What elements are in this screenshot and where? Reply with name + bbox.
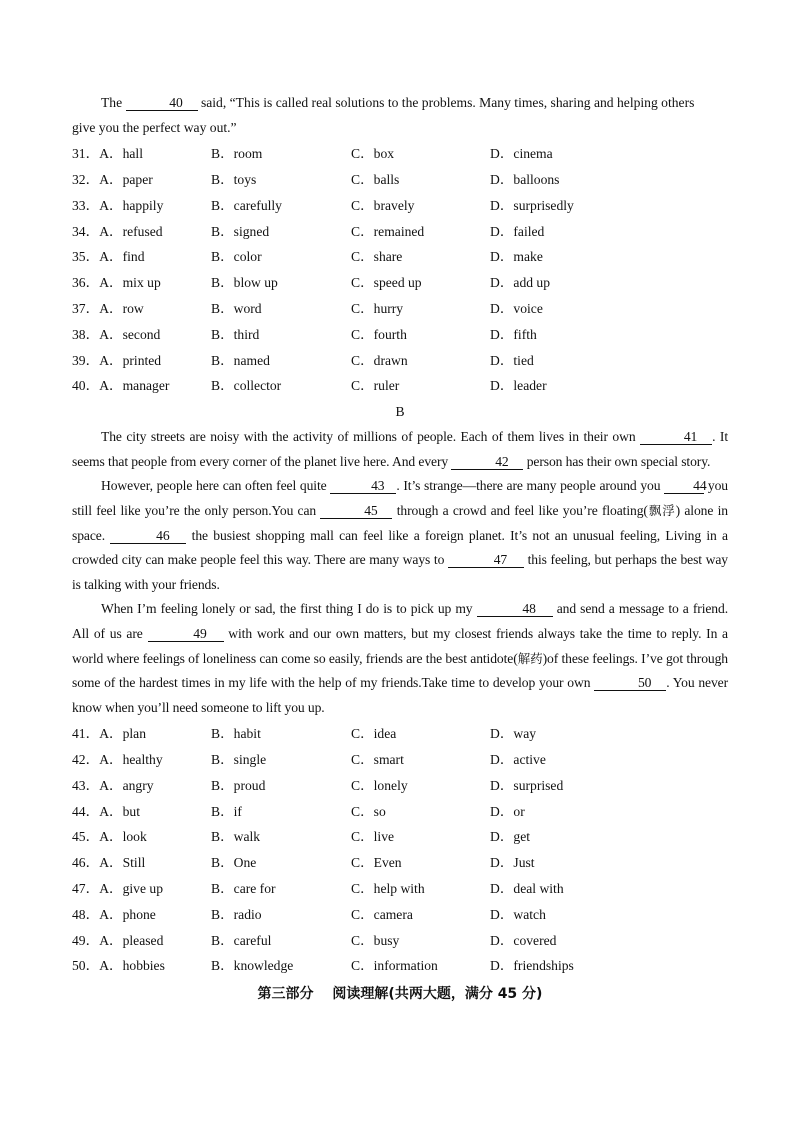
option-c[interactable]: C．smart <box>351 752 404 768</box>
option-a[interactable]: A．refused <box>99 223 163 239</box>
question-number: 49． <box>72 932 100 948</box>
option-d[interactable]: D．Just <box>490 855 535 871</box>
option-d[interactable]: D．cinema <box>490 146 553 162</box>
text: However, people here can often feel quite <box>101 478 331 494</box>
question-row-39 <box>72 348 728 374</box>
option-a[interactable]: A．mix up <box>99 275 161 291</box>
option-a[interactable]: A．happily <box>99 197 164 213</box>
option-b[interactable]: B．signed <box>211 223 270 239</box>
question-row-37 <box>72 296 728 322</box>
option-d[interactable]: D．surprisedly <box>490 197 574 213</box>
option-d[interactable]: D．failed <box>490 223 545 239</box>
question-row-46 <box>72 850 728 876</box>
question-row-50 <box>72 953 728 979</box>
question-row-33 <box>72 193 728 219</box>
option-c[interactable]: C．share <box>351 249 403 265</box>
question-row-45 <box>72 824 728 850</box>
text: The city streets are noisy with the activity of millions of people. Each of them lives in their own <box>101 429 641 445</box>
text: through a crowd and feel like you’re floating( <box>392 502 648 518</box>
text: ) alone in space. <box>72 502 728 543</box>
question-number: 40． <box>72 378 100 394</box>
option-c[interactable]: C．hurry <box>351 300 404 316</box>
option-c[interactable]: C．Even <box>351 855 402 871</box>
option-c[interactable]: C．remained <box>351 223 425 239</box>
question-number: 50． <box>72 958 100 974</box>
question-number: 31． <box>72 146 100 162</box>
option-d[interactable]: D．deal with <box>490 881 564 897</box>
option-a[interactable]: A．find <box>99 249 145 265</box>
option-c[interactable]: C．speed up <box>351 275 422 291</box>
option-b[interactable]: B．proud <box>211 777 266 793</box>
text: . It’s strange—there are many people around you <box>396 478 665 494</box>
option-b[interactable]: B．habit <box>211 726 261 742</box>
option-b[interactable]: B．blow up <box>211 275 278 291</box>
option-d[interactable]: D．get <box>490 829 531 845</box>
option-d[interactable]: D．leader <box>490 378 547 394</box>
option-a[interactable]: A．second <box>99 326 161 342</box>
question-number: 46． <box>72 855 100 871</box>
question-row-47 <box>72 876 728 902</box>
question-number: 41． <box>72 726 100 742</box>
blank-47[interactable]: 47 <box>448 552 524 568</box>
passage-a-ending-line2: give you the perfect way out.” <box>72 119 237 135</box>
option-a[interactable]: A．row <box>99 300 144 316</box>
question-number: 43． <box>72 777 100 793</box>
blank-41[interactable]: 41 <box>640 429 712 445</box>
text: the busiest shopping mall can feel like a foreign planet. It’s not an unusual feeling, Living in a crowded city can make people feel this way. There are many ways to <box>72 527 728 568</box>
option-b[interactable]: B．word <box>211 300 262 316</box>
passage-b-paragraph-1 <box>72 425 728 474</box>
option-d[interactable]: D．watch <box>490 906 546 922</box>
question-number: 38． <box>72 326 100 342</box>
question-number: 39． <box>72 352 100 368</box>
option-d[interactable]: D．tied <box>490 352 534 368</box>
question-number: 33． <box>72 197 100 213</box>
option-d[interactable]: D．surprised <box>490 777 564 793</box>
question-row-40 <box>72 373 728 399</box>
option-b[interactable]: B．carefully <box>211 197 282 213</box>
option-c[interactable]: C．box <box>351 146 395 162</box>
option-d[interactable]: D．active <box>490 752 546 768</box>
question-row-31 <box>72 141 728 167</box>
option-b[interactable]: B．careful <box>211 932 272 948</box>
blank-49[interactable]: 49 <box>148 626 224 642</box>
blank-43[interactable]: 43 <box>330 478 396 494</box>
options-list-b <box>72 721 728 979</box>
passage-a-ending <box>72 91 728 116</box>
option-b[interactable]: B．room <box>211 146 263 162</box>
question-number: 44． <box>72 803 100 819</box>
option-b[interactable]: B．named <box>211 352 270 368</box>
option-d[interactable]: D．or <box>490 803 525 819</box>
question-row-49 <box>72 928 728 954</box>
option-c[interactable]: C．idea <box>351 726 397 742</box>
option-c[interactable]: C．busy <box>351 932 400 948</box>
option-d[interactable]: D．balloons <box>490 171 560 187</box>
question-row-38 <box>72 322 728 348</box>
question-row-35 <box>72 244 728 270</box>
question-number: 47． <box>72 881 100 897</box>
text: person has their own special story. <box>523 453 711 469</box>
option-c[interactable]: C．balls <box>351 171 400 187</box>
option-d[interactable]: D．add up <box>490 275 551 291</box>
option-c[interactable]: C．fourth <box>351 326 407 342</box>
option-b[interactable]: B．knowledge <box>211 958 294 974</box>
question-row-34 <box>72 219 728 245</box>
blank-46[interactable]: 46 <box>110 528 186 544</box>
option-c[interactable]: C．live <box>351 829 395 845</box>
exam-page <box>72 91 728 1007</box>
blank-50[interactable]: 50 <box>594 675 666 691</box>
option-d[interactable]: D．covered <box>490 932 557 948</box>
option-a[interactable]: A．hall <box>99 146 143 162</box>
question-row-32 <box>72 167 728 193</box>
blank-44[interactable]: 44 <box>664 478 704 494</box>
blank-45[interactable]: 45 <box>320 503 392 519</box>
question-number: 32． <box>72 171 100 187</box>
text: )of these feelings. I’ve got through some of the hardest times in my life with the help of my friends.Take time to develop your own <box>72 650 728 691</box>
option-a[interactable]: A．plan <box>99 726 147 742</box>
option-d[interactable]: D．way <box>490 726 537 742</box>
question-number: 48． <box>72 906 100 922</box>
option-c[interactable]: C．bravely <box>351 197 415 213</box>
blank-48[interactable]: 48 <box>477 601 553 617</box>
text: said, “This is called real solutions to the problems. Many times, sharing and helping others <box>197 95 695 110</box>
option-a[interactable]: A．Still <box>99 855 146 871</box>
option-a[interactable]: A．healthy <box>99 752 163 768</box>
option-c[interactable]: C．ruler <box>351 378 400 394</box>
option-b[interactable]: B．if <box>211 803 242 819</box>
part-three-heading: 第三部分 阅读理解(共两大题，满分 45 分) <box>257 986 543 1003</box>
blank-40[interactable]: 40 <box>126 95 198 111</box>
gloss-chinese: 解药 <box>517 650 543 666</box>
option-a[interactable]: A．paper <box>99 171 153 187</box>
text: The <box>101 95 126 110</box>
question-row-42 <box>72 747 728 773</box>
text: When I’m feeling lonely or sad, the first thing I do is to pick up my <box>101 601 477 617</box>
question-number: 35． <box>72 249 100 265</box>
option-b[interactable]: B．color <box>211 249 262 265</box>
option-b[interactable]: B．walk <box>211 829 261 845</box>
question-row-48 <box>72 902 728 928</box>
option-a[interactable]: A．phone <box>99 906 156 922</box>
option-c[interactable]: C．drawn <box>351 352 408 368</box>
option-d[interactable]: D．make <box>490 249 543 265</box>
question-number: 42． <box>72 752 100 768</box>
option-b[interactable]: B．care for <box>211 881 276 897</box>
question-row-43 <box>72 773 728 799</box>
blank-42[interactable]: 42 <box>451 454 523 470</box>
option-d[interactable]: D．fifth <box>490 326 537 342</box>
passage-b-paragraph-2 <box>72 474 728 597</box>
option-a[interactable]: A．give up <box>99 881 163 897</box>
text: with work and our own matters, but my closest friends always take the time to reply. In a world where feelings of loneliness can come so easily, friends are the best antidote( <box>72 625 728 666</box>
option-a[interactable]: A．but <box>99 803 140 819</box>
option-c[interactable]: C．camera <box>351 906 413 922</box>
question-row-36 <box>72 270 728 296</box>
option-c[interactable]: C．lonely <box>351 777 408 793</box>
option-b[interactable]: B．single <box>211 752 267 768</box>
question-number: 34． <box>72 223 100 239</box>
option-b[interactable]: B．One <box>211 855 257 871</box>
option-b[interactable]: B．third <box>211 326 260 342</box>
question-row-41 <box>72 721 728 747</box>
option-d[interactable]: D．voice <box>490 300 543 316</box>
option-b[interactable]: B．collector <box>211 378 282 394</box>
text: this feeling, but perhaps the best way is talking with your friends. <box>72 552 728 592</box>
question-number: 36． <box>72 275 100 291</box>
option-a[interactable]: A．hobbies <box>99 958 165 974</box>
option-c[interactable]: C．information <box>351 958 438 974</box>
option-a[interactable]: A．angry <box>99 777 154 793</box>
text: and send a message to a friend. All of us are <box>72 601 728 641</box>
text: . You never know when you’ll need someone to lift you up. <box>72 675 729 715</box>
text: you still feel like you’re the only person.You can <box>72 478 728 518</box>
section-b-label: B <box>395 404 405 420</box>
question-number: 45． <box>72 829 100 845</box>
option-a[interactable]: A．pleased <box>99 932 164 948</box>
option-c[interactable]: C．help with <box>351 881 425 897</box>
passage-b-paragraph-3 <box>72 597 728 720</box>
option-b[interactable]: B．radio <box>211 906 262 922</box>
option-c[interactable]: C．so <box>351 803 386 819</box>
question-number: 37． <box>72 300 100 316</box>
text: . It seems that people from every corner of the planet live here. And every <box>72 429 729 469</box>
options-list-a <box>72 141 728 399</box>
option-b[interactable]: B．toys <box>211 171 257 187</box>
gloss-chinese: 飘浮 <box>647 502 676 518</box>
option-d[interactable]: D．friendships <box>490 958 574 974</box>
question-row-44 <box>72 799 728 825</box>
option-a[interactable]: A．manager <box>99 378 170 394</box>
option-a[interactable]: A．look <box>99 829 147 845</box>
option-a[interactable]: A．printed <box>99 352 162 368</box>
